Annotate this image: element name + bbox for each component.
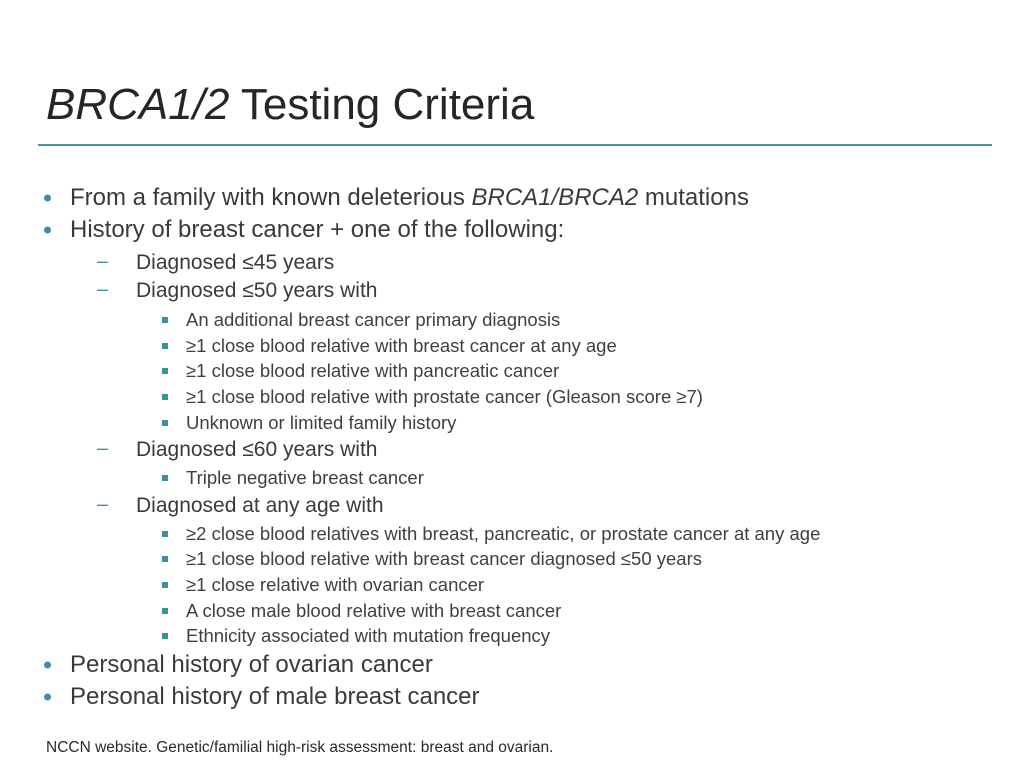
- bullet-ovarian-history: Personal history of ovarian cancer: [70, 651, 433, 679]
- bullet-known-mutation-family: From a family with known deleterious BRCA1/BRCA2 mutations: [70, 184, 749, 212]
- title-gene-name: BRCA1/2: [46, 80, 230, 129]
- square-bullet-icon: [162, 368, 168, 374]
- square-bullet-icon: [162, 475, 168, 481]
- square-bullet-icon: [162, 394, 168, 400]
- list-item: ≥1 close blood relative with prostate cancer (Gleason score ≥7): [186, 386, 703, 408]
- list-item: ≥1 close blood relative with breast cancer diagnosed ≤50 years: [186, 548, 702, 570]
- sub-bullet-diagnosed-any-age: – Diagnosed at any age with: [97, 493, 384, 517]
- dash-icon: –: [97, 437, 109, 460]
- bullet-dot-icon: [44, 195, 51, 202]
- title-text: Testing Criteria: [229, 80, 535, 129]
- list-item: ≥2 close blood relatives with breast, pancreatic, or prostate cancer at any age: [186, 523, 820, 545]
- list-item: A close male blood relative with breast cancer: [186, 600, 561, 622]
- list-item: Unknown or limited family history: [186, 412, 456, 434]
- slide-title: [46, 78, 534, 132]
- dash-icon: –: [97, 250, 109, 273]
- square-bullet-icon: [162, 608, 168, 614]
- square-bullet-icon: [162, 582, 168, 588]
- square-bullet-icon: [162, 343, 168, 349]
- bullet-male-breast-cancer-history: Personal history of male breast cancer: [70, 683, 480, 711]
- bullet-breast-cancer-history: History of breast cancer + one of the following:: [70, 216, 564, 244]
- title-divider: [38, 144, 992, 146]
- list-item: ≥1 close blood relative with breast cancer at any age: [186, 335, 617, 357]
- square-bullet-icon: [162, 317, 168, 323]
- sub-bullet-diagnosed-50: – Diagnosed ≤50 years with: [97, 278, 378, 302]
- bullet-dot-icon: [44, 662, 51, 669]
- sub-bullet-diagnosed-60: – Diagnosed ≤60 years with: [97, 437, 378, 461]
- list-item: Triple negative breast cancer: [186, 467, 424, 489]
- square-bullet-icon: [162, 531, 168, 537]
- list-item: An additional breast cancer primary diagnosis: [186, 309, 560, 331]
- square-bullet-icon: [162, 556, 168, 562]
- footnote: NCCN website. Genetic/familial high-risk assessment: breast and ovarian.: [46, 739, 554, 756]
- gene-names: BRCA1/BRCA2: [471, 184, 639, 211]
- dash-icon: –: [97, 493, 109, 516]
- bullet-dot-icon: [44, 694, 51, 701]
- dash-icon: –: [97, 278, 109, 301]
- sub-bullet-diagnosed-45: – Diagnosed ≤45 years: [97, 250, 335, 274]
- list-item: Ethnicity associated with mutation frequency: [186, 625, 550, 647]
- list-item: ≥1 close blood relative with pancreatic cancer: [186, 360, 559, 382]
- square-bullet-icon: [162, 420, 168, 426]
- square-bullet-icon: [162, 633, 168, 639]
- list-item: ≥1 close relative with ovarian cancer: [186, 574, 484, 596]
- bullet-dot-icon: [44, 227, 51, 234]
